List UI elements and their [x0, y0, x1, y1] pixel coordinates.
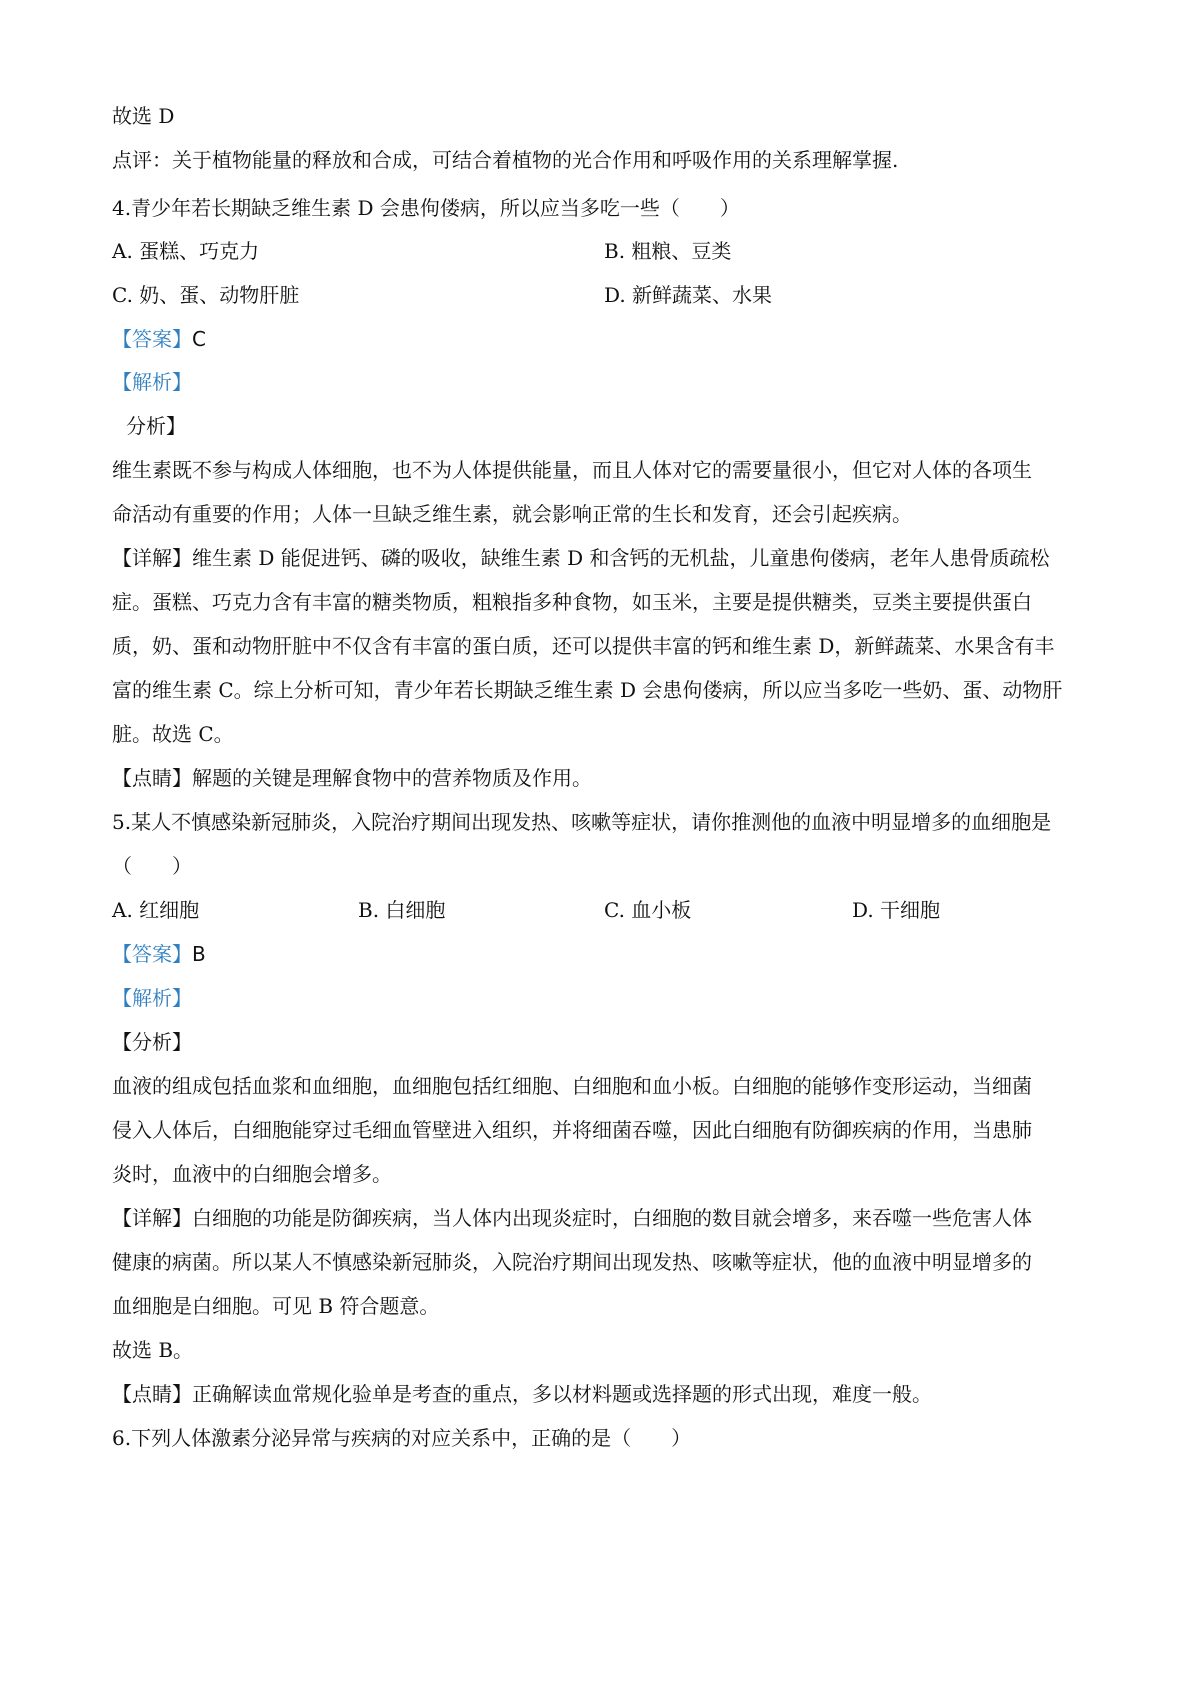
q5-fenxi-line-1: 血液的组成包括血浆和血细胞，血细胞包括红细胞、白细胞和血小板。白细胞的能够作变形运动，当细菌	[112, 1074, 1032, 1098]
q5-fenxi-tag: 【分析】	[112, 1030, 192, 1054]
q5-answer-line	[112, 940, 1102, 968]
q5-xiangjie-line-3: 血细胞是白细胞。可见 B 符合题意。	[112, 1294, 440, 1318]
q5-dianjing: 【点睛】正确解读血常规化验单是考查的重点，多以材料题或选择题的形式出现，难度一般。	[112, 1382, 932, 1406]
q4-option-a: A. 蛋糕、巧克力	[112, 239, 260, 263]
q5-fenxi-line-3: 炎时，血液中的白细胞会增多。	[112, 1162, 392, 1186]
q4-option-b: B. 粗粮、豆类	[604, 239, 732, 263]
q5-xiangjie-line-1: 【详解】白细胞的功能是防御疾病，当人体内出现炎症时，白细胞的数目就会增多，来吞噬一些危害人体	[112, 1206, 1032, 1230]
q4-xiangjie-line-4: 富的维生素 C。综上分析可知，青少年若长期缺乏维生素 D 会患佝偻病，所以应当多吃一些奶、蛋、动物肝	[112, 678, 1063, 702]
q5-conclusion: 故选 B。	[112, 1338, 194, 1362]
review-line: 点评：关于植物能量的释放和合成，可结合着植物的光合作用和呼吸作用的关系理解掌握.	[112, 148, 899, 172]
q4-xiangjie-line-2: 症。蛋糕、巧克力含有丰富的糖类物质，粗粮指多种食物，如玉米，主要是提供糖类，豆类主要提供蛋白	[112, 590, 1032, 614]
q5-xiangjie-line-2: 健康的病菌。所以某人不慎感染新冠肺炎，入院治疗期间出现发热、咳嗽等症状，他的血液中明显增多的	[112, 1250, 1032, 1274]
conclusion-line: 故选 D	[112, 104, 175, 128]
q4-stem: 4.青少年若长期缺乏维生素 D 会患佝偻病，所以应当多吃一些（ ）	[112, 196, 740, 220]
q5-stem-line-1: 5.某人不慎感染新冠肺炎，入院治疗期间出现发热、咳嗽等症状，请你推测他的血液中明显增多的血细胞是	[112, 810, 1052, 834]
q5-option-c: C. 血小板	[604, 898, 692, 922]
answer-value: C	[192, 327, 206, 351]
q4-xiangjie-line-1: 【详解】维生素 D 能促进钙、磷的吸收，缺维生素 D 和含钙的无机盐，儿童患佝偻病，老年人患骨质疏松	[112, 546, 1050, 570]
q4-option-c: C. 奶、蛋、动物肝脏	[112, 283, 300, 307]
q5-option-b: B. 白细胞	[358, 898, 446, 922]
q6-stem: 6.下列人体激素分泌异常与疾病的对应关系中，正确的是（ ）	[112, 1426, 692, 1450]
q4-dianjing: 【点睛】解题的关键是理解食物中的营养物质及作用。	[112, 766, 592, 790]
q4-fenxi-line-1: 维生素既不参与构成人体细胞，也不为人体提供能量，而且人体对它的需要量很小，但它对人体的各项生	[112, 458, 1032, 482]
q4-answer-line	[112, 325, 1102, 353]
q5-option-a: A. 红细胞	[112, 898, 200, 922]
q4-xiangjie-line-3: 质，奶、蛋和动物肝脏中不仅含有丰富的蛋白质，还可以提供丰富的钙和维生素 D，新鲜蔬菜、水果含有丰	[112, 634, 1055, 658]
answer-value: B	[192, 942, 206, 966]
answer-tag: 【答案】	[112, 327, 192, 351]
q5-jiexi-tag: 【解析】	[112, 986, 192, 1010]
q4-xiangjie-line-5: 脏。故选 C。	[112, 722, 234, 746]
q5-fenxi-line-2: 侵入人体后，白细胞能穿过毛细血管壁进入组织，并将细菌吞噬，因此白细胞有防御疾病的作用，当患肺	[112, 1118, 1032, 1142]
q5-stem-line-2: （ ）	[112, 854, 192, 878]
q4-option-d: D. 新鲜蔬菜、水果	[604, 283, 773, 307]
q5-option-d: D. 干细胞	[852, 898, 941, 922]
answer-tag: 【答案】	[112, 942, 192, 966]
q4-fenxi-line-2: 命活动有重要的作用；人体一旦缺乏维生素，就会影响正常的生长和发育，还会引起疾病。	[112, 502, 912, 526]
q4-jiexi-tag: 【解析】	[112, 370, 192, 394]
q4-fenxi-tag: 分析】	[126, 414, 186, 438]
